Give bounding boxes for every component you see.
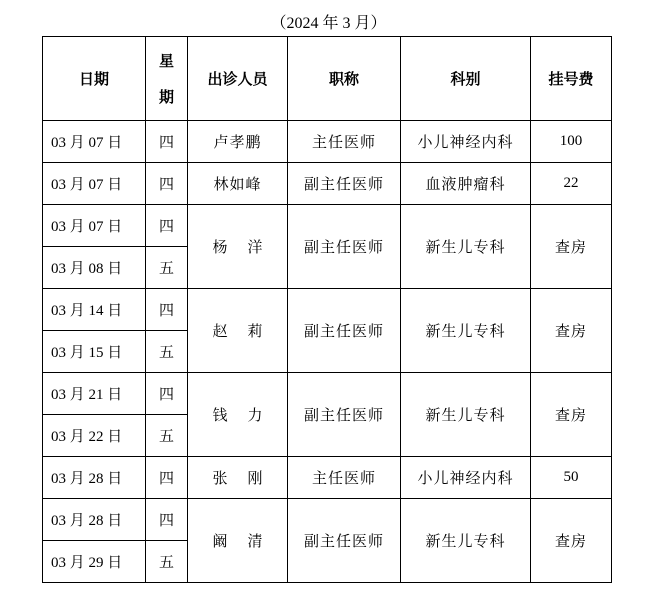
date-cell: 03 月 07 日 <box>43 121 146 163</box>
doctor-cell: 杨洋 <box>188 205 288 289</box>
date-cell: 03 月 07 日 <box>43 163 146 205</box>
fee-cell: 50 <box>531 457 612 499</box>
date-cell: 03 月 22 日 <box>43 415 146 457</box>
weekday-cell: 四 <box>146 457 188 499</box>
fee-cell: 100 <box>531 121 612 163</box>
fee-cell: 查房 <box>531 499 612 583</box>
clinic-schedule-table <box>42 36 612 583</box>
weekday-cell: 四 <box>146 499 188 541</box>
date-cell: 03 月 29 日 <box>43 541 146 583</box>
table-row <box>43 373 612 415</box>
weekday-cell: 四 <box>146 163 188 205</box>
title-cell: 副主任医师 <box>288 499 401 583</box>
header-weekday-line2: 期 <box>158 87 174 106</box>
header-row <box>43 37 612 121</box>
department-cell: 小儿神经内科 <box>401 121 531 163</box>
department-cell: 新生儿专科 <box>401 205 531 289</box>
header-doctor: 出诊人员 <box>188 37 288 121</box>
weekday-cell: 四 <box>146 205 188 247</box>
table-row <box>43 205 612 247</box>
header-title: 职称 <box>288 37 401 121</box>
date-cell: 03 月 07 日 <box>43 205 146 247</box>
date-cell: 03 月 15 日 <box>43 331 146 373</box>
header-weekday-line1: 星 <box>158 51 174 70</box>
header-date: 日期 <box>43 37 146 121</box>
weekday-cell: 五 <box>146 331 188 373</box>
table-row <box>43 289 612 331</box>
weekday-cell: 五 <box>146 247 188 289</box>
date-cell: 03 月 28 日 <box>43 499 146 541</box>
title-cell: 副主任医师 <box>288 373 401 457</box>
doctor-cell: 赵莉 <box>188 289 288 373</box>
fee-cell: 22 <box>531 163 612 205</box>
doctor-cell: 钱力 <box>188 373 288 457</box>
department-cell: 新生儿专科 <box>401 373 531 457</box>
department-cell: 新生儿专科 <box>401 289 531 373</box>
weekday-cell: 五 <box>146 415 188 457</box>
department-cell: 小儿神经内科 <box>401 457 531 499</box>
date-cell: 03 月 21 日 <box>43 373 146 415</box>
weekday-cell: 四 <box>146 373 188 415</box>
fee-cell: 查房 <box>531 373 612 457</box>
weekday-cell: 四 <box>146 121 188 163</box>
table-row <box>43 121 612 163</box>
fee-cell: 查房 <box>531 205 612 289</box>
title-cell: 主任医师 <box>288 457 401 499</box>
date-cell: 03 月 14 日 <box>43 289 146 331</box>
doctor-cell: 林如峰 <box>188 163 288 205</box>
doctor-cell: 张刚 <box>188 457 288 499</box>
fee-cell: 查房 <box>531 289 612 373</box>
date-cell: 03 月 08 日 <box>43 247 146 289</box>
title-cell: 副主任医师 <box>288 163 401 205</box>
department-cell: 新生儿专科 <box>401 499 531 583</box>
header-fee: 挂号费 <box>531 37 612 121</box>
doctor-cell: 阚清 <box>188 499 288 583</box>
table-row <box>43 457 612 499</box>
header-department: 科别 <box>401 37 531 121</box>
title-cell: 主任医师 <box>288 121 401 163</box>
doctor-cell: 卢孝鹏 <box>188 121 288 163</box>
schedule-caption: （2024 年 3 月） <box>270 15 387 32</box>
header-weekday <box>146 37 188 121</box>
table-row <box>43 163 612 205</box>
title-cell: 副主任医师 <box>288 205 401 289</box>
department-cell: 血液肿瘤科 <box>401 163 531 205</box>
weekday-cell: 四 <box>146 289 188 331</box>
date-cell: 03 月 28 日 <box>43 457 146 499</box>
table-row <box>43 499 612 541</box>
weekday-cell: 五 <box>146 541 188 583</box>
title-cell: 副主任医师 <box>288 289 401 373</box>
